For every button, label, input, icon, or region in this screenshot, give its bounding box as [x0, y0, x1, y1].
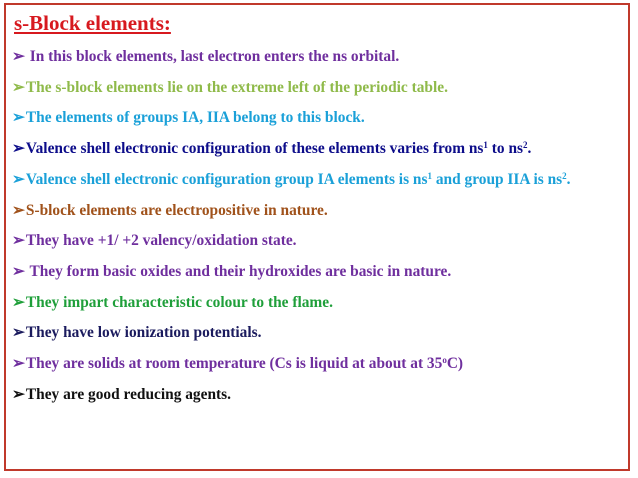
arrow-bullet-icon: ➢ [12, 324, 25, 342]
superscript: 2 [523, 140, 528, 151]
bullet-item [12, 196, 626, 227]
superscript: o [442, 355, 447, 366]
arrow-bullet-icon: ➢ [12, 355, 25, 373]
slide [4, 3, 630, 471]
superscript: 1 [483, 140, 488, 151]
bullet-item [12, 165, 626, 196]
bullet-text: They are solids at room temperature (Cs is liquid at about at 35 [25, 355, 443, 373]
bullet-list [12, 42, 626, 410]
bullet-text: They are good reducing agents. [25, 385, 231, 403]
bullet-text: They have low ionization potentials. [25, 324, 262, 342]
bullet-text: They impart characteristic colour to the flame. [25, 293, 333, 311]
arrow-bullet-icon: ➢ [12, 78, 25, 96]
bullet-text: and group IIA is ns [431, 170, 563, 188]
bullet-item [12, 134, 626, 165]
bullet-text: They form basic oxides and their hydroxides are basic in nature. [25, 262, 452, 280]
arrow-bullet-icon: ➢ [12, 232, 25, 250]
bullet-item [12, 226, 626, 257]
bullet-text: to ns [487, 140, 523, 158]
arrow-bullet-icon: ➢ [12, 201, 25, 219]
superscript: 1 [427, 170, 432, 181]
arrow-bullet-icon: ➢ [12, 170, 25, 188]
bullet-item [12, 73, 626, 104]
bullet-text: In this block elements, last electron enters the ns orbital. [25, 48, 400, 65]
bullet-item [12, 103, 626, 134]
bullet-text: S-block elements are electropositive in nature. [25, 201, 328, 219]
arrow-bullet-icon: ➢ [12, 262, 25, 280]
bullet-item [12, 257, 626, 288]
bullet-text: The s-block elements lie on the extreme left of the periodic table. [25, 78, 448, 96]
bullet-text: Valence shell electronic configuration of these elements varies from ns [25, 140, 484, 158]
bullet-item [12, 380, 626, 411]
bullet-item [12, 349, 626, 380]
bullet-text: . [527, 140, 532, 158]
bullet-text: They have +1/ +2 valency/oxidation state. [25, 232, 297, 250]
bullet-text: The elements of groups IA, IIA belong to this block. [25, 109, 365, 127]
bullet-text: C) [446, 355, 464, 373]
bullet-item [12, 288, 626, 319]
bullet-item [12, 318, 626, 349]
arrow-bullet-icon: ➢ [12, 109, 25, 127]
bullet-text: Valence shell electronic configuration group IA elements is ns [25, 170, 428, 188]
arrow-bullet-icon: ➢ [12, 293, 25, 311]
superscript: 2 [562, 170, 567, 181]
arrow-bullet-icon: ➢ [12, 385, 25, 403]
slide-title: s-Block elements: [14, 11, 171, 35]
arrow-bullet-icon: ➢ [12, 48, 25, 65]
bullet-item [12, 42, 626, 73]
bullet-text: . [566, 170, 571, 188]
arrow-bullet-icon: ➢ [12, 140, 25, 158]
